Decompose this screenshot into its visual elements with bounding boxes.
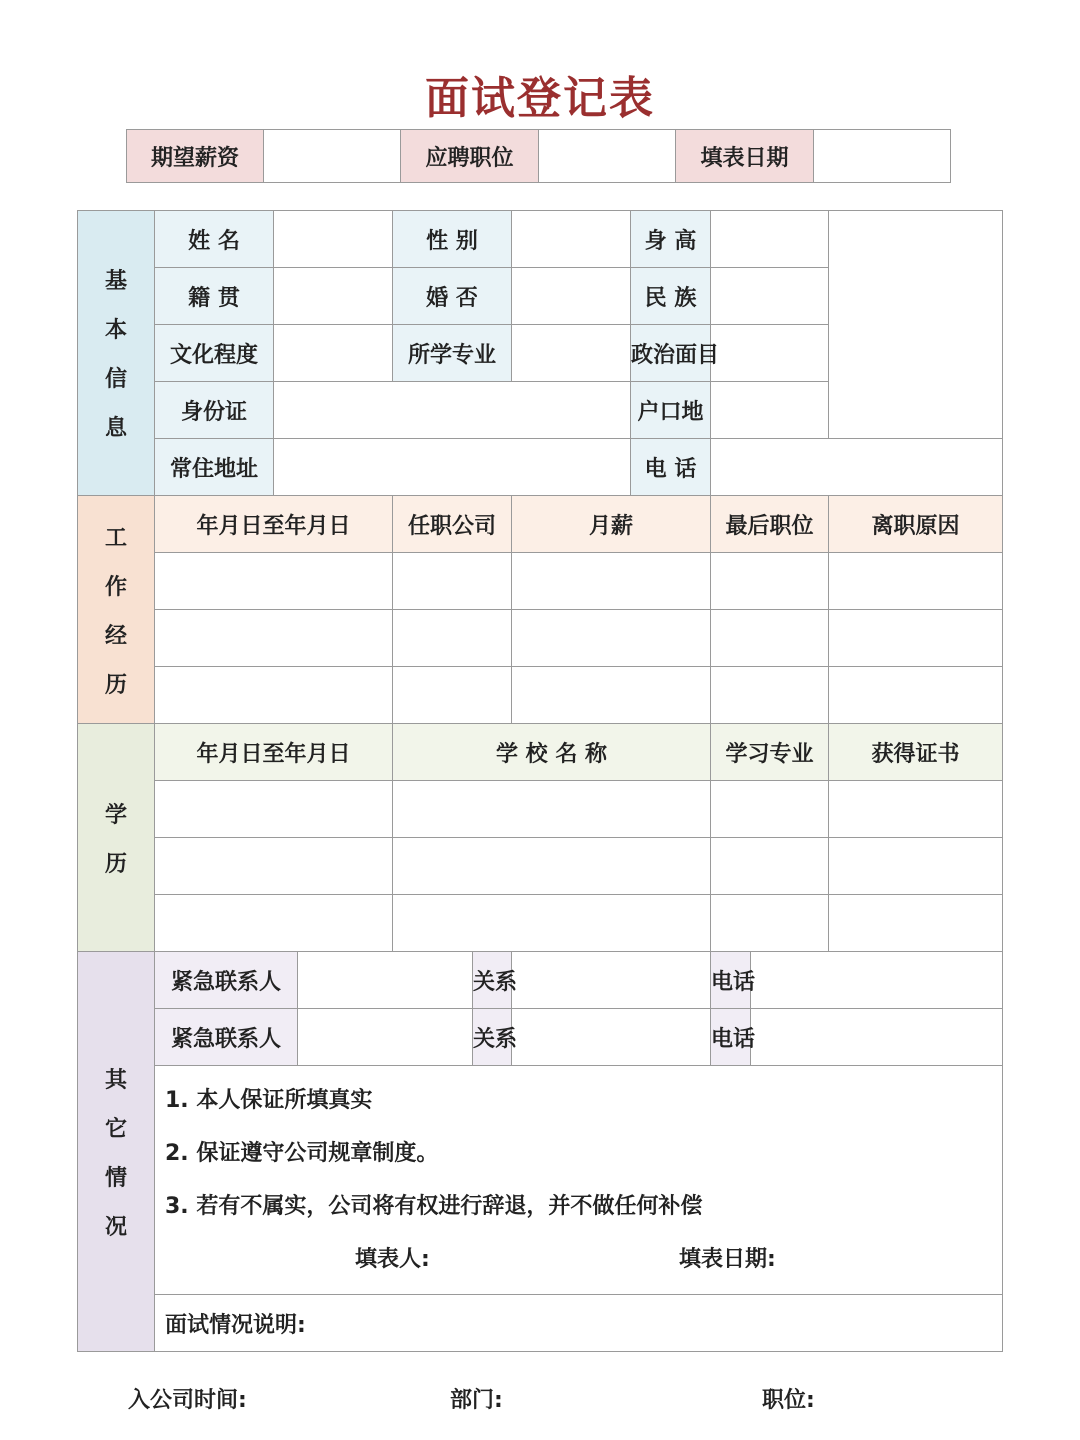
edu-col-school: 学 校 名 称 — [393, 724, 711, 781]
work-col-salary: 月薪 — [512, 496, 711, 553]
photo-area[interactable] — [829, 211, 1003, 439]
section-basic-info — [78, 211, 155, 496]
edu-row — [78, 781, 1003, 838]
emergency-phone-label: 电话 — [711, 1009, 751, 1066]
relation-field[interactable] — [512, 952, 711, 1009]
edu-cell[interactable] — [393, 895, 711, 952]
gender-label: 性 别 — [393, 211, 512, 268]
section-char: 信 — [104, 367, 127, 392]
work-cell[interactable] — [512, 667, 711, 724]
pledge-line: 1. 本人保证所填真实 — [165, 1088, 373, 1113]
edu-cell[interactable] — [155, 781, 393, 838]
work-row — [78, 553, 1003, 610]
name-label: 姓 名 — [155, 211, 274, 268]
edu-row — [78, 838, 1003, 895]
emergency-contact-label: 紧急联系人 — [155, 1009, 298, 1066]
department-label: 部门: — [450, 1388, 503, 1413]
edu-cell[interactable] — [155, 838, 393, 895]
sign-date-label: 填表日期: — [679, 1247, 776, 1272]
work-cell[interactable] — [829, 610, 1003, 667]
section-work-experience — [78, 496, 155, 724]
edu-cell[interactable] — [711, 781, 829, 838]
edu-cell[interactable] — [829, 838, 1003, 895]
relation-field[interactable] — [512, 1009, 711, 1066]
emergency-contact-label: 紧急联系人 — [155, 952, 298, 1009]
edu-row — [78, 895, 1003, 952]
work-cell[interactable] — [393, 610, 512, 667]
phone-field[interactable] — [711, 439, 1003, 496]
ethnicity-label: 民 族 — [631, 268, 711, 325]
section-char: 其 — [104, 1067, 127, 1093]
ethnicity-field[interactable] — [711, 268, 829, 325]
pledge-line: 3. 若有不属实，公司将有权进行辞退，并不做任何补偿 — [165, 1194, 703, 1219]
edu-cell[interactable] — [393, 781, 711, 838]
section-char: 基 — [104, 269, 127, 294]
major-field[interactable] — [512, 325, 631, 382]
relation-label: 关系 — [473, 1009, 512, 1066]
id-card-label: 身份证 — [155, 382, 274, 439]
pledge-block — [155, 1066, 1003, 1295]
join-time-label: 入公司时间: — [128, 1388, 247, 1413]
work-cell[interactable] — [829, 553, 1003, 610]
address-field[interactable] — [274, 439, 631, 496]
work-cell[interactable] — [393, 553, 512, 610]
signature-row — [165, 1233, 992, 1286]
work-row — [78, 667, 1003, 724]
phone-label: 电 话 — [631, 439, 711, 496]
height-label: 身 高 — [631, 211, 711, 268]
interview-notes[interactable]: 面试情况说明: — [155, 1295, 1003, 1352]
section-char: 作 — [104, 574, 127, 600]
filler-label: 填表人: — [355, 1247, 430, 1272]
edu-cell[interactable] — [393, 838, 711, 895]
section-char: 息 — [104, 416, 127, 441]
expected-salary-label: 期望薪资 — [127, 130, 264, 183]
section-char: 况 — [104, 1214, 127, 1240]
work-cell[interactable] — [393, 667, 512, 724]
relation-label: 关系 — [473, 952, 512, 1009]
id-card-field[interactable] — [274, 382, 631, 439]
hukou-label: 户口地 — [631, 382, 711, 439]
position-label: 职位: — [762, 1388, 815, 1413]
work-col-company: 任职公司 — [393, 496, 512, 553]
edu-cell[interactable] — [711, 838, 829, 895]
section-char: 经 — [104, 623, 127, 649]
work-col-leave-reason: 离职原因 — [829, 496, 1003, 553]
section-char: 历 — [104, 851, 127, 877]
gender-field[interactable] — [512, 211, 631, 268]
page-title: 面试登记表 — [425, 73, 655, 124]
work-col-period: 年月日至年月日 — [155, 496, 393, 553]
emergency-contact-field[interactable] — [298, 952, 473, 1009]
pledge-line: 2. 保证遵守公司规章制度。 — [165, 1141, 439, 1166]
work-col-last-position: 最后职位 — [711, 496, 829, 553]
edu-cell[interactable] — [711, 895, 829, 952]
native-place-label: 籍 贯 — [155, 268, 274, 325]
section-char: 它 — [104, 1116, 127, 1142]
marital-label: 婚 否 — [393, 268, 512, 325]
education-field[interactable] — [274, 325, 393, 382]
address-label: 常住地址 — [155, 439, 274, 496]
work-cell[interactable] — [711, 667, 829, 724]
edu-col-major: 学习专业 — [711, 724, 829, 781]
work-cell[interactable] — [155, 553, 393, 610]
work-cell[interactable] — [155, 610, 393, 667]
fill-date-label: 填表日期 — [676, 130, 814, 183]
work-cell[interactable] — [512, 610, 711, 667]
work-cell[interactable] — [711, 553, 829, 610]
work-cell[interactable] — [711, 610, 829, 667]
emergency-phone-field[interactable] — [751, 952, 1003, 1009]
section-char: 工 — [104, 525, 127, 551]
edu-col-period: 年月日至年月日 — [155, 724, 393, 781]
hukou-field[interactable] — [711, 382, 829, 439]
emergency-phone-label: 电话 — [711, 952, 751, 1009]
edu-cell[interactable] — [829, 781, 1003, 838]
section-education — [78, 724, 155, 952]
political-field[interactable] — [711, 325, 829, 382]
work-cell[interactable] — [512, 553, 711, 610]
section-char: 本 — [104, 318, 127, 343]
form-table — [77, 210, 1003, 1352]
expected-salary-field[interactable] — [264, 130, 401, 183]
emergency-contact-field[interactable] — [298, 1009, 473, 1066]
marital-field[interactable] — [512, 268, 631, 325]
section-char: 学 — [104, 802, 127, 828]
header-table — [126, 129, 951, 183]
height-field[interactable] — [711, 211, 829, 268]
edu-col-certificate: 获得证书 — [829, 724, 1003, 781]
section-other — [78, 952, 155, 1352]
emergency-phone-field[interactable] — [751, 1009, 1003, 1066]
section-char: 情 — [104, 1165, 127, 1191]
education-label: 文化程度 — [155, 325, 274, 382]
political-label: 政治面目 — [631, 325, 711, 382]
work-cell[interactable] — [155, 667, 393, 724]
work-cell[interactable] — [829, 667, 1003, 724]
major-label: 所学专业 — [393, 325, 512, 382]
position-applied-field[interactable] — [539, 130, 676, 183]
position-applied-label: 应聘职位 — [401, 130, 539, 183]
section-char: 历 — [104, 672, 127, 698]
edu-cell[interactable] — [155, 895, 393, 952]
fill-date-field[interactable] — [814, 130, 951, 183]
name-field[interactable] — [274, 211, 393, 268]
edu-cell[interactable] — [829, 895, 1003, 952]
native-place-field[interactable] — [274, 268, 393, 325]
work-row — [78, 610, 1003, 667]
